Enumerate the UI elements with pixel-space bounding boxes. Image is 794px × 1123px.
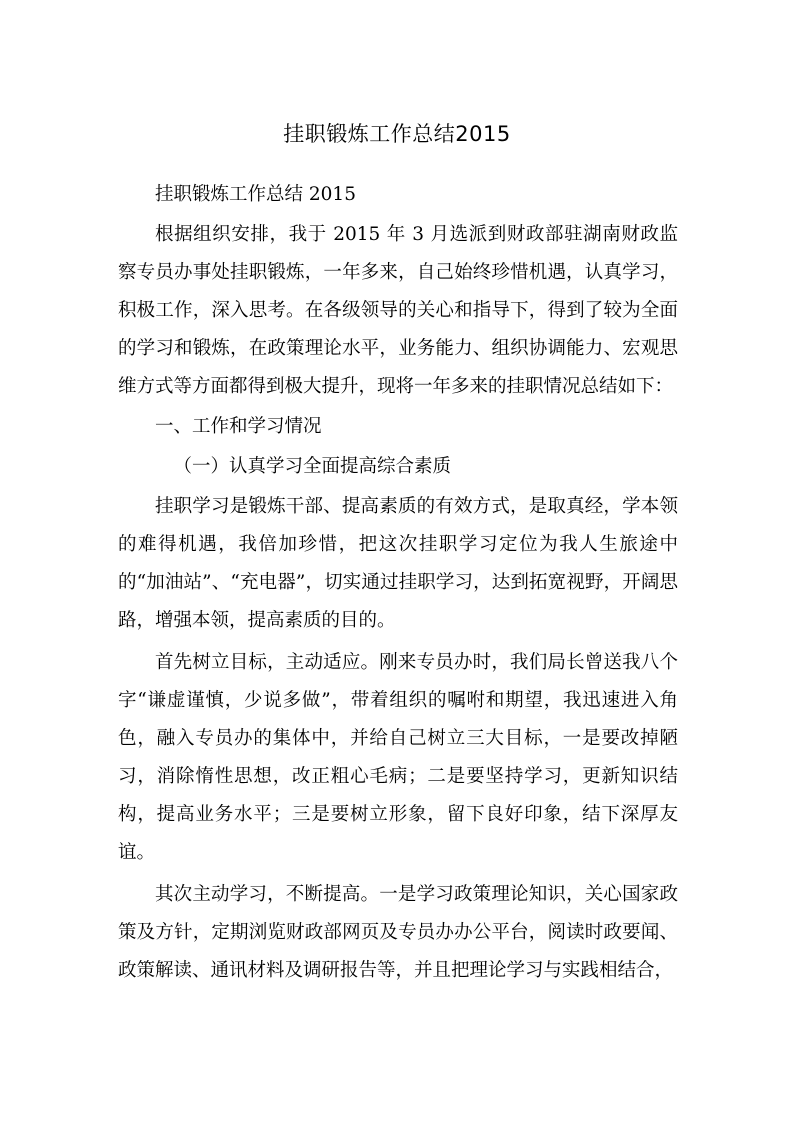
section-heading-work-study: 一、工作和学习情况 <box>155 416 322 437</box>
paragraph-active-study: 其次主动学习，不断提高。一是学习政策理论知识，关心国家政策及方针，定期浏览财政部网页及专员办办公平台，阅读时政要闻、政策解读、通讯材料及调研报告等，并且把理论学习与实践相结合， <box>118 884 678 981</box>
document-title: 挂职锻炼工作总结2015 <box>283 122 511 146</box>
document-body <box>118 176 678 990</box>
document-subtitle: 挂职锻炼工作总结 2015 <box>155 184 356 205</box>
paragraph-set-goals: 首先树立目标，主动适应。刚来专员办时，我们局长曾送我八个字“谦虚谨慎，少说多做”，带着组织的嘱咐和期望，我迅速进入角色，融入专员办的集体中，并给自己树立三大目标，一是要改掉陋习，消除惰性思想，改正粗心毛病；二是要坚持学习，更新知识结构，提高业务水平；三是要树立形象，留下良好印象，结下深厚友谊。 <box>118 652 678 863</box>
paragraph-attachment-learning: 挂职学习是锻炼干部、提高素质的有效方式，是取真经，学本领的难得机遇，我倍加珍惜，把这次挂职学习定位为我人生旅途中的“加油站”、“充电器”，切实通过挂职学习，达到拓宽视野，开阔思路，增强本领，提高素质的目的。 <box>118 496 678 631</box>
subsection-heading-learning: （一）认真学习全面提高综合素质 <box>173 456 452 477</box>
paragraph-intro: 根据组织安排，我于 2015 年 3 月选派到财政部驻湖南财政监察专员办事处挂职锻炼，一年多来，自己始终珍惜机遇，认真学习，积极工作，深入思考。在各级领导的关心和指导下，得到了较为全面的学习和锻炼，在政策理论水平，业务能力、组织协调能力、宏观思维方式等方面都得到极大提升，现将一年多来的挂职情况总结如下： <box>118 224 678 397</box>
